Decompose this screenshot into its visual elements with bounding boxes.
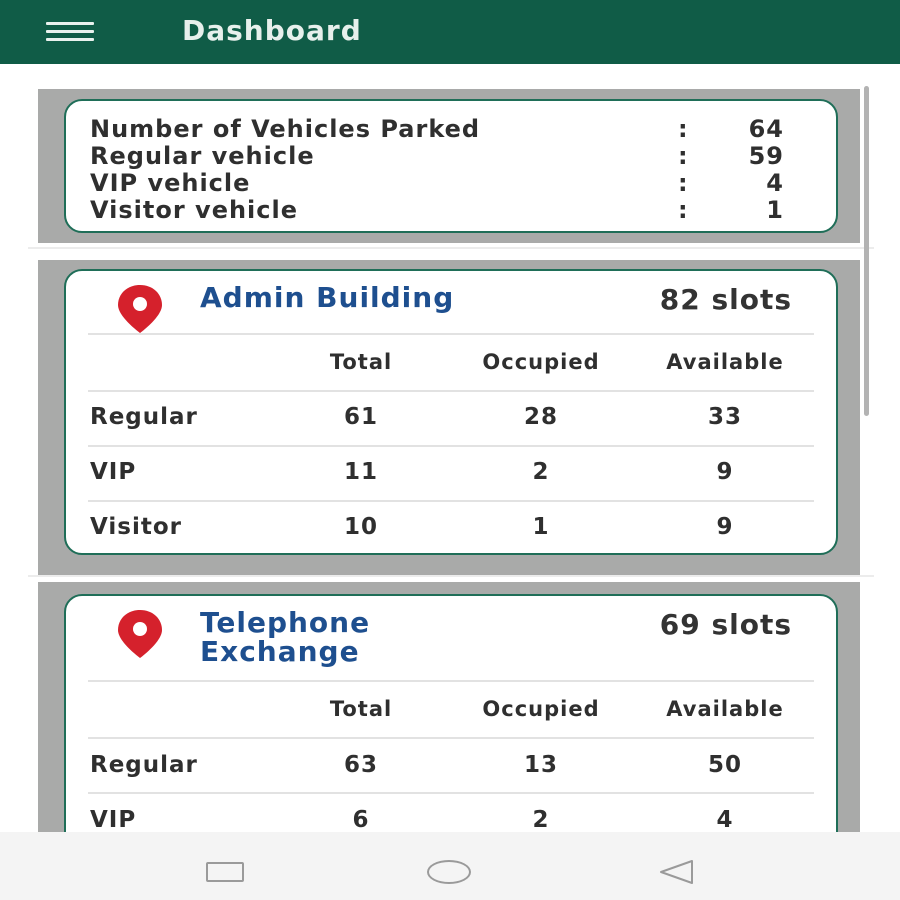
cell-occupied: 2 bbox=[532, 459, 550, 485]
cell-available: 50 bbox=[707, 752, 742, 778]
divider bbox=[88, 792, 814, 794]
triangle-back-icon[interactable] bbox=[656, 858, 696, 886]
location-card-admin-building[interactable] bbox=[64, 269, 838, 555]
row-label: Regular bbox=[90, 404, 198, 430]
cell-available: 9 bbox=[716, 459, 734, 485]
summary-value: 59 bbox=[748, 142, 784, 170]
dashboard-content[interactable] bbox=[0, 64, 900, 832]
slot-count: 82 slots bbox=[659, 283, 792, 316]
divider bbox=[88, 500, 814, 502]
cell-total: 11 bbox=[343, 459, 378, 485]
location-card-telephone-exchange[interactable] bbox=[64, 594, 838, 832]
row-label: VIP bbox=[90, 807, 137, 832]
summary-label: VIP vehicle bbox=[90, 169, 251, 197]
cell-total: 10 bbox=[343, 514, 378, 540]
cell-occupied: 1 bbox=[532, 514, 550, 540]
summary-label: Visitor vehicle bbox=[90, 196, 299, 224]
cell-total: 63 bbox=[343, 752, 378, 778]
summary-row bbox=[90, 196, 820, 223]
column-header-occupied: Occupied bbox=[482, 350, 600, 374]
hamburger-menu-icon[interactable] bbox=[46, 20, 94, 44]
summary-separator: : bbox=[678, 142, 689, 170]
cell-occupied: 2 bbox=[532, 807, 550, 832]
summary-row bbox=[90, 115, 820, 142]
column-header-available: Available bbox=[666, 350, 784, 374]
divider bbox=[88, 445, 814, 447]
summary-separator: : bbox=[678, 115, 689, 143]
cell-available: 9 bbox=[716, 514, 734, 540]
cell-occupied: 28 bbox=[523, 404, 558, 430]
summary-label: Number of Vehicles Parked bbox=[90, 115, 481, 143]
menu-line bbox=[46, 22, 94, 25]
summary-value: 64 bbox=[748, 115, 784, 143]
column-header-occupied: Occupied bbox=[482, 697, 600, 721]
cell-total: 61 bbox=[343, 404, 378, 430]
menu-line bbox=[46, 38, 94, 41]
summary-value: 4 bbox=[766, 169, 784, 197]
circle-home-icon[interactable] bbox=[427, 860, 471, 884]
location-name: Admin Building bbox=[200, 281, 455, 314]
location-name: Telephone Exchange bbox=[200, 606, 371, 668]
divider bbox=[28, 575, 874, 577]
cell-available: 33 bbox=[707, 404, 742, 430]
cell-available: 4 bbox=[716, 807, 734, 832]
square-nav-icon[interactable] bbox=[206, 862, 244, 882]
row-label: Regular bbox=[90, 752, 198, 778]
slot-count: 69 slots bbox=[659, 608, 792, 641]
row-label: Visitor bbox=[90, 514, 182, 540]
summary-separator: : bbox=[678, 169, 689, 197]
divider bbox=[88, 390, 814, 392]
summary-label: Regular vehicle bbox=[90, 142, 315, 170]
app-bar bbox=[0, 0, 900, 64]
summary-value: 1 bbox=[766, 196, 784, 224]
divider bbox=[88, 333, 814, 335]
location-pin-icon bbox=[111, 283, 169, 335]
location-pin-icon bbox=[111, 608, 169, 660]
cell-total: 6 bbox=[352, 807, 370, 832]
column-header-available: Available bbox=[666, 697, 784, 721]
divider bbox=[28, 247, 874, 249]
divider bbox=[88, 680, 814, 682]
column-header-total: Total bbox=[329, 350, 393, 374]
page-title: Dashboard bbox=[182, 14, 362, 47]
summary-card bbox=[64, 99, 838, 233]
divider bbox=[88, 737, 814, 739]
menu-line bbox=[46, 30, 94, 33]
cell-occupied: 13 bbox=[523, 752, 558, 778]
row-label: VIP bbox=[90, 459, 137, 485]
summary-row bbox=[90, 142, 820, 169]
summary-separator: : bbox=[678, 196, 689, 224]
summary-row bbox=[90, 169, 820, 196]
scrollbar[interactable] bbox=[864, 86, 869, 416]
column-header-total: Total bbox=[329, 697, 393, 721]
